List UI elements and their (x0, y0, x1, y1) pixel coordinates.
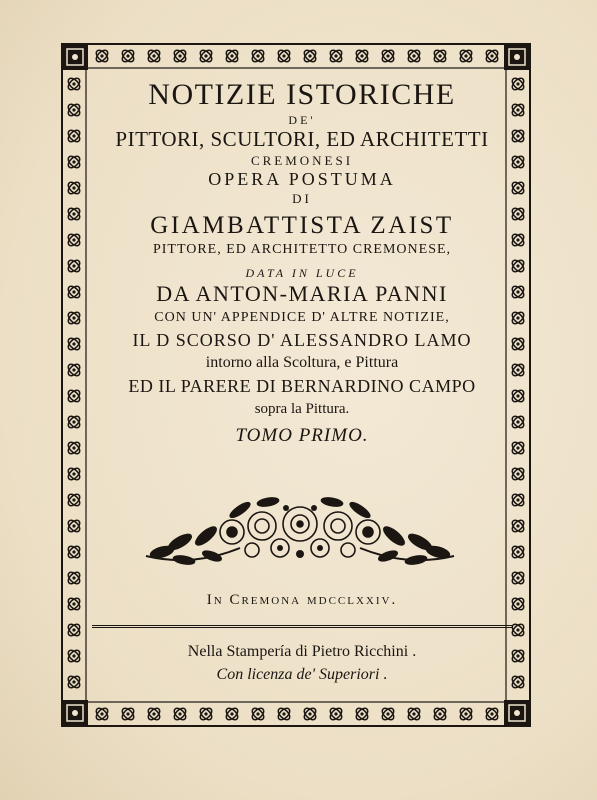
subjects-line: PITTORI, SCULTORI, ED ARCHITETTI (115, 127, 489, 151)
parere-topic: sopra la Pittura. (254, 401, 350, 417)
editor-line: DA ANTON-MARIA PANNI (156, 281, 448, 306)
discorso-line: IL D SCORSO D' ALESSANDRO LAMO (132, 330, 472, 350)
license-line: Con licenza de' Superiori . (216, 666, 388, 683)
title-block (92, 80, 512, 445)
main-title: NOTIZIE ISTORICHE (148, 78, 456, 111)
floral-garland-icon (140, 490, 460, 572)
volume-label: TOMO PRIMO. (235, 425, 369, 446)
discorso-topic: intorno alla Scoltura, e Pittura (205, 354, 399, 371)
double-rule (92, 625, 512, 628)
opera-postuma: OPERA POSTUMA (208, 169, 396, 189)
data-in-luce: DATA IN LUCE (245, 266, 359, 280)
author-name: GIAMBATTISTA ZAIST (150, 212, 454, 239)
city-adjective: CREMONESI (250, 153, 354, 168)
author-role: PITTORE, ED ARCHITETTO CREMONESE, (152, 242, 452, 257)
parere-line: ED IL PARERE DI BERNARDINO CAMPO (128, 376, 476, 396)
title-de: DE' (288, 113, 316, 127)
imprint-line: In Cremona mdcclxxiv. (206, 592, 398, 608)
appendix-line: CON UN' APPENDICE D' ALTRE NOTIZIE, (154, 310, 450, 325)
printer-line: Nella Stampería di Pietro Ricchini . (187, 643, 417, 660)
di-line: DI (292, 191, 312, 206)
